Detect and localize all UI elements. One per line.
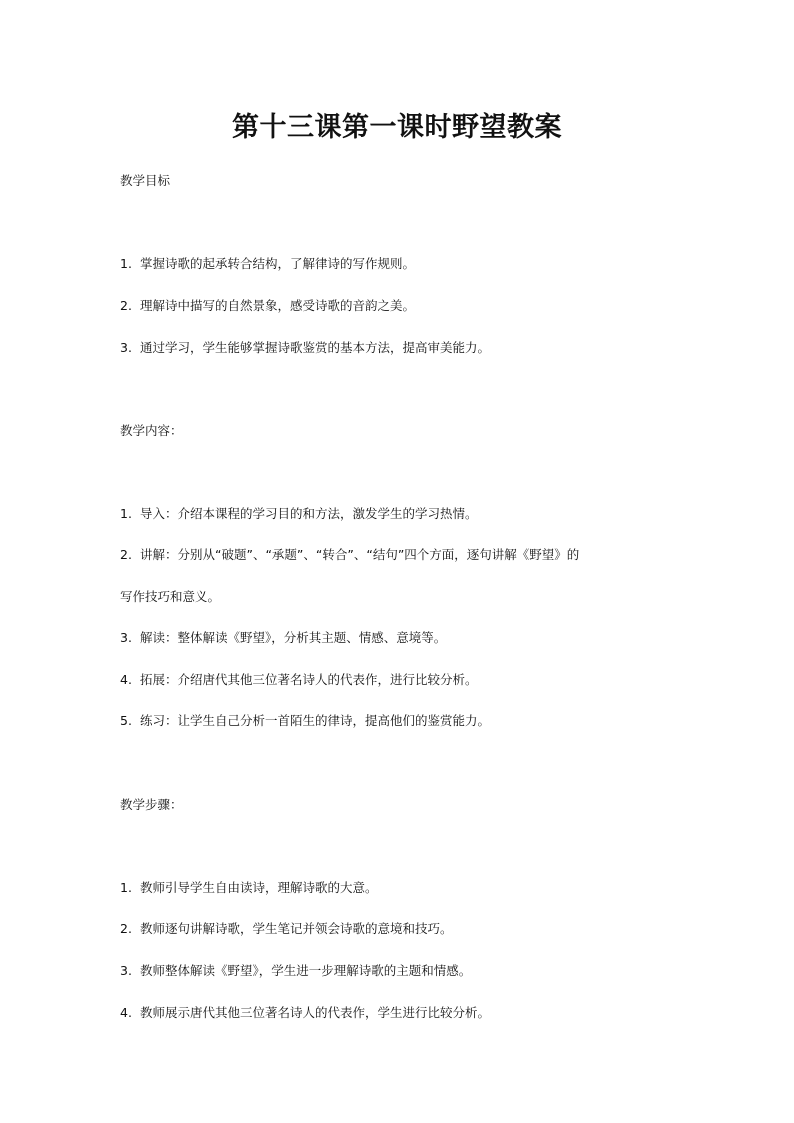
- objective-item: [120, 339, 490, 357]
- step-item: [120, 1004, 490, 1022]
- item-number: 4.: [120, 1005, 132, 1020]
- content-item-continuation: 写作技巧和意义。: [120, 589, 221, 604]
- item-number: 3.: [120, 630, 132, 645]
- item-number: 1.: [120, 506, 132, 521]
- item-text: 教师逐句讲解诗歌，学生笔记并领会诗歌的意境和技巧。: [140, 921, 453, 936]
- item-text: 掌握诗歌的起承转合结构，了解律诗的写作规则。: [140, 256, 416, 271]
- content-item: [120, 629, 446, 647]
- item-number: 2.: [120, 921, 132, 936]
- step-item: [120, 879, 378, 897]
- item-text: 教师引导学生自由读诗，理解诗歌的大意。: [140, 880, 378, 895]
- item-number: 5.: [120, 713, 132, 728]
- item-text: 教师整体解读《野望》，学生进一步理解诗歌的主题和情感。: [140, 963, 472, 978]
- item-text: 拓展：介绍唐代其他三位著名诗人的代表作，进行比较分析。: [140, 672, 478, 687]
- item-text: 通过学习，学生能够掌握诗歌鉴赏的基本方法，提高审美能力。: [140, 340, 491, 355]
- item-text: 讲解：分别从“破题”、“承题”、“转合”、“结句”四个方面，逐句讲解《野望》的: [140, 547, 580, 562]
- item-text: 练习：让学生自己分析一首陌生的律诗，提高他们的鉴赏能力。: [140, 713, 491, 728]
- item-number: 3.: [120, 963, 132, 978]
- item-number: 1.: [120, 256, 132, 271]
- objective-item: [120, 255, 415, 273]
- section-heading-objectives: 教学目标: [120, 173, 171, 188]
- item-text: 导入：介绍本课程的学习目的和方法，激发学生的学习热情。: [140, 506, 478, 521]
- document-title: 第十三课第一课时野望教案: [232, 112, 562, 143]
- section-heading-steps: 教学步骤：: [120, 797, 183, 812]
- section-heading-content: 教学内容：: [120, 423, 183, 438]
- content-item: [120, 505, 478, 523]
- content-item: [120, 546, 579, 564]
- content-item: [120, 671, 478, 689]
- item-number: 4.: [120, 672, 132, 687]
- item-number: 1.: [120, 880, 132, 895]
- step-item: [120, 920, 453, 938]
- step-item: [120, 962, 471, 980]
- item-text: 教师展示唐代其他三位著名诗人的代表作，学生进行比较分析。: [140, 1005, 491, 1020]
- item-text: 理解诗中描写的自然景象，感受诗歌的音韵之美。: [140, 298, 416, 313]
- item-number: 2.: [120, 298, 132, 313]
- item-number: 2.: [120, 547, 132, 562]
- item-number: 3.: [120, 340, 132, 355]
- objective-item: [120, 297, 415, 315]
- content-item: [120, 712, 490, 730]
- item-text: 解读：整体解读《野望》，分析其主题、情感、意境等。: [140, 630, 447, 645]
